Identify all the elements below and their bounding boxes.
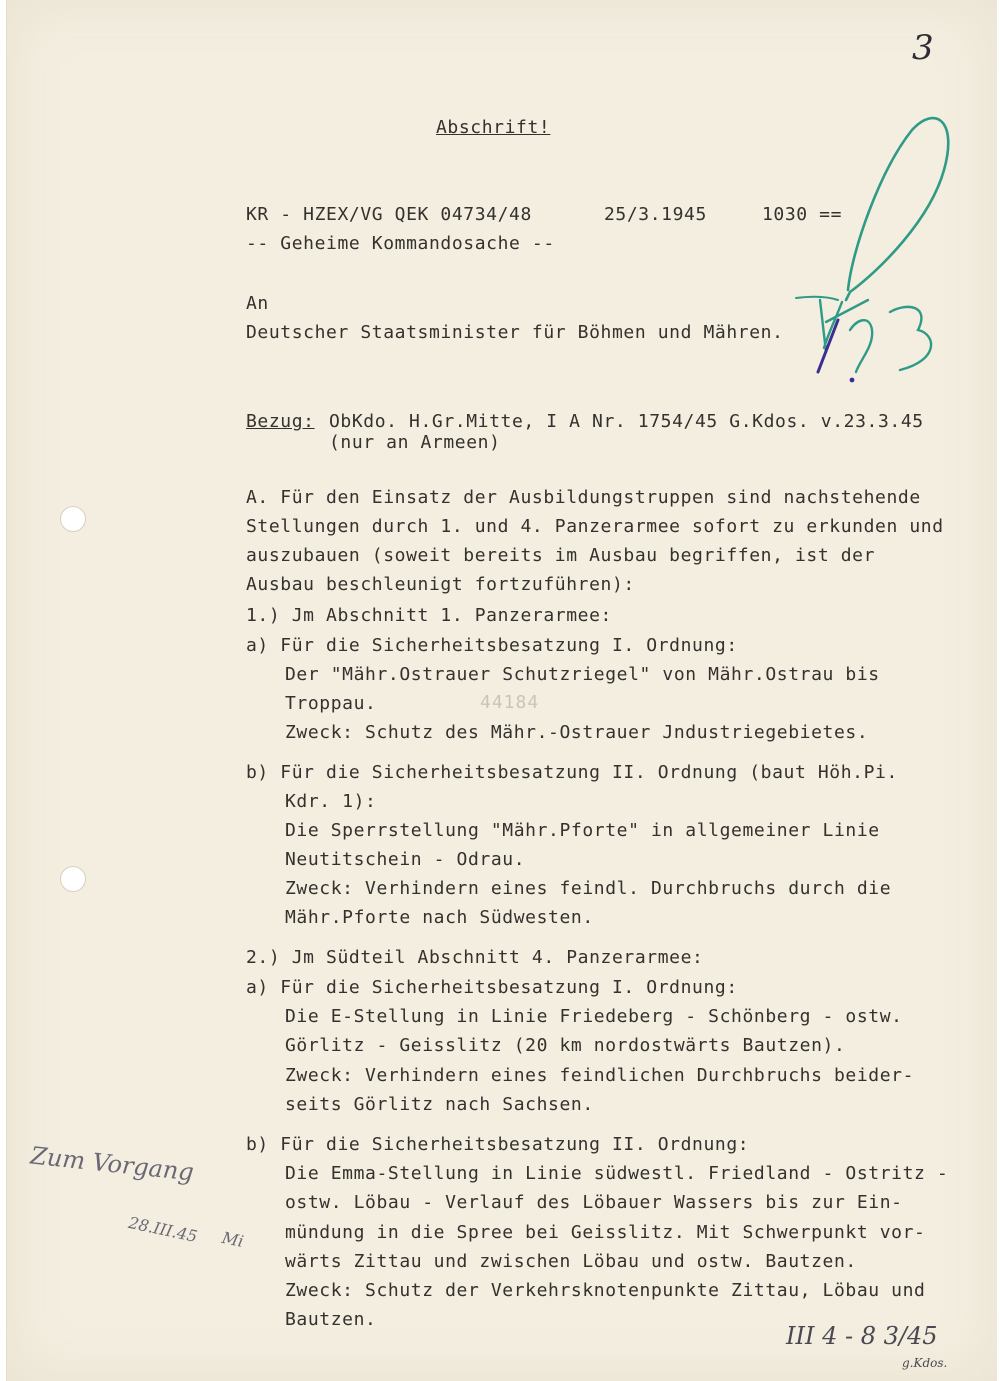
body-line: Ausbau beschleunigt fortzuführen): <box>246 574 635 595</box>
recipient-label: An <box>246 293 269 314</box>
page-number: 3 <box>912 28 934 68</box>
section-heading: 1.) Jm Abschnitt 1. Panzerarmee: <box>246 605 612 626</box>
subsection-heading: b) Für die Sicherheitsbesatzung II. Ordnung: <box>246 1134 750 1155</box>
margin-date: 28.III.45 <box>126 1212 200 1247</box>
stamp-number: 44184 <box>480 692 540 713</box>
body-line: Zweck: Schutz der Verkehrsknotenpunkte Zittau, Löbau und <box>285 1280 926 1301</box>
reference-number: KR - HZEX/VG QEK 04734/48 <box>246 204 532 225</box>
punch-hole-upper <box>60 506 86 532</box>
punch-hole-lower <box>60 866 86 892</box>
body-line: Die Emma-Stellung in Linie südwestl. Friedland - Ostritz - <box>285 1163 949 1184</box>
footer-subnote: g.Kdos. <box>902 1356 948 1370</box>
body-line: Troppau. <box>285 693 377 714</box>
body-line: Neutitschein - Odrau. <box>285 849 526 870</box>
subsection-heading: a) Für die Sicherheitsbesatzung I. Ordnung: <box>246 635 738 656</box>
body-line: seits Görlitz nach Sachsen. <box>285 1094 594 1115</box>
margin-note: Zum Vorgang <box>28 1141 196 1187</box>
body-line: Die E-Stellung in Linie Friedeberg - Schönberg - ostw. <box>285 1006 903 1027</box>
body-line: Der "Mähr.Ostrauer Schutzriegel" von Mähr.Ostrau bis <box>285 664 880 685</box>
body-line: auszubauen (soweit bereits im Ausbau begriffen, ist der <box>246 545 876 566</box>
bezug-label: Bezug: <box>246 411 315 432</box>
document-date: 25/3.1945 <box>604 204 707 225</box>
subsection-heading: a) Für die Sicherheitsbesatzung I. Ordnung: <box>246 977 738 998</box>
body-line: Zweck: Verhindern eines feindl. Durchbruchs durch die <box>285 878 892 899</box>
footer-reference: III 4 - 8 3/45 <box>786 1322 938 1350</box>
body-line: Zweck: Schutz des Mähr.-Ostrauer Jndustriegebietes. <box>285 722 869 743</box>
body-line: Kdr. 1): <box>285 791 377 812</box>
body-line: Die Sperrstellung "Mähr.Pforte" in allgemeiner Linie <box>285 820 880 841</box>
body-line: Stellungen durch 1. und 4. Panzerarmee sofort zu erkunden und <box>246 516 944 537</box>
bezug-line-1: ObKdo. H.Gr.Mitte, I A Nr. 1754/45 G.Kdos. v.23.3.45 <box>329 411 924 432</box>
body-line: A. Für den Einsatz der Ausbildungstruppen sind nachstehende <box>246 487 921 508</box>
recipient-name: Deutscher Staatsminister für Böhmen und Mähren. <box>246 322 784 343</box>
classification-line: -- Geheime Kommandosache -- <box>246 233 555 254</box>
body-line: Zweck: Verhindern eines feindlichen Durchbruchs beider- <box>285 1065 915 1086</box>
body-line: wärts Zittau und zwischen Löbau und ostw. Bautzen. <box>285 1251 857 1272</box>
subsection-heading: b) Für die Sicherheitsbesatzung II. Ordnung (baut Höh.Pi. <box>246 762 898 783</box>
body-line: Görlitz - Geisslitz (20 km nordostwärts Bautzen). <box>285 1035 846 1056</box>
margin-initial: Mi <box>220 1227 246 1252</box>
section-heading: 2.) Jm Südteil Abschnitt 4. Panzerarmee: <box>246 947 704 968</box>
body-line: Bautzen. <box>285 1309 377 1330</box>
document-time: 1030 == <box>762 204 843 225</box>
body-line: ostw. Löbau - Verlauf des Löbauer Wassers bis zur Ein- <box>285 1192 903 1213</box>
body-line: mündung in die Spree bei Geisslitz. Mit Schwerpunkt vor- <box>285 1222 926 1243</box>
bezug-line-2: (nur an Armeen) <box>329 432 501 453</box>
document-heading: Abschrift! <box>436 117 551 138</box>
body-line: Mähr.Pforte nach Südwesten. <box>285 907 594 928</box>
